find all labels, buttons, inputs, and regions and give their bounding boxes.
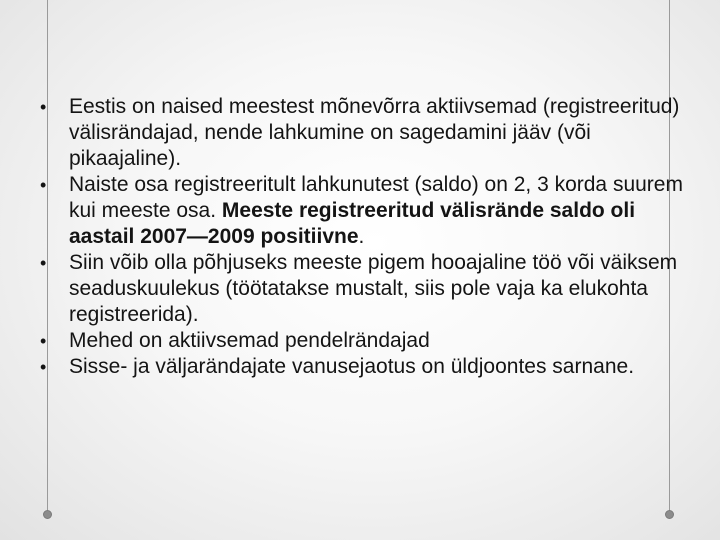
- bullet-text-end: .: [358, 225, 365, 248]
- bullet-text: Eestis on naised meestest mõnevõrra aktiivsemad (registreeritud) välisrändajad, nende lahkumine on sagedamini jääv (või pikaajaline).: [69, 95, 680, 170]
- bullet-icon: •: [40, 97, 47, 117]
- bullet-list: [0, 94, 720, 380]
- bullet-icon: •: [40, 357, 47, 377]
- bullet-item: [0, 172, 720, 250]
- bullet-icon: •: [40, 253, 47, 273]
- bullet-text: Siin võib olla põhjuseks meeste pigem hooajaline töö või väiksem seaduskuulekus (töötatakse mustalt, siis pole vaja ka elukohta registreerida).: [69, 251, 678, 326]
- frame-dot-left: [43, 510, 52, 519]
- bullet-item: [0, 250, 720, 328]
- bullet-text: Naiste osa registreeritult lahkunutest (saldo) on 2, 3 korda suurem kui meeste osa.: [69, 173, 683, 222]
- bullet-text: Sisse- ja väljarändajate vanusejaotus on üldjoontes sarnane.: [69, 355, 635, 378]
- bullet-item: [0, 354, 720, 380]
- frame-dot-right: [665, 510, 674, 519]
- bullet-item: [0, 328, 720, 354]
- bullet-icon: •: [40, 331, 47, 351]
- bullet-item: [0, 94, 720, 172]
- bullet-icon: •: [40, 175, 47, 195]
- bullet-text: Mehed on aktiivsemad pendelrändajad: [69, 329, 430, 352]
- bullet-text-bold: Meeste registreeritud välisrände saldo oli aastail 2007—2009 positiivne: [69, 199, 636, 248]
- slide-content: [0, 94, 720, 380]
